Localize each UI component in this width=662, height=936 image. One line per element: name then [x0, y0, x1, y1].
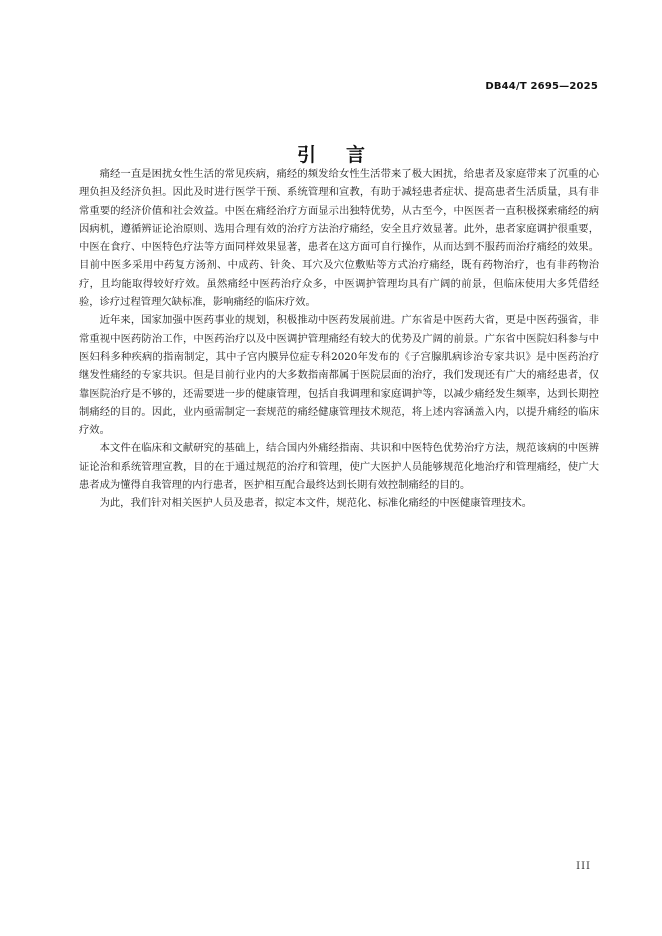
- page-number: III: [576, 861, 591, 872]
- body-text: [79, 165, 599, 513]
- paragraph-4: 为此，我们针对相关医护人员及患者，拟定本文件，规范化、标准化痛经的中医健康管理技术。: [99, 497, 533, 510]
- section-title: 引言: [296, 144, 395, 166]
- paragraph-2: 近年来，国家加强中医药事业的规划，积极推动中医药发展前进。广东省是中医药大省，更是中医药强省，非常重视中医药防治工作，中医药治疗以及中医调护管理痛经有较大的优势及广阔的前景。广东省中医院妇科参与中医妇科多种疾病的指南制定，其中子宫内膜异位症专科2020年发布的《子宫腺肌病诊治专家共识》是中医药治疗继发性痛经的专家共识。但是目前行业内的大多数指南都属于医院层面的治疗，我们发现还有广大的痛经患者，仅靠医院治疗是不够的，还需要进一步的健康管理，包括自我调理和家庭调护等，以减少痛经发生频率，达到长期控制痛经的目的。因此，业内亟需制定一套规范的痛经健康管理技术规范，将上述内容涵盖入内，以提升痛经的临床疗效。: [79, 314, 599, 437]
- paragraph-3: 本文件在临床和文献研究的基础上，结合国内外痛经指南、共识和中医特色优势治疗方法，规范该病的中医辨证论治和系统管理宣教，目的在于通过规范的治疗和管理，使广大医护人员能够规范化地治疗和管理痛经，使广大患者成为懂得自我管理的内行患者，医护相互配合最终达到长期有效控制痛经的目的。: [79, 442, 599, 492]
- standard-code: DB44/T 2695—2025: [485, 81, 598, 92]
- paragraph-1: 痛经一直是困扰女性生活的常见疾病，痛经的频发给女性生活带来了极大困扰，给患者及家庭带来了沉重的心理负担及经济负担。因此及时进行医学干预、系统管理和宣教，有助于减轻患者症状、提高患者生活质量，具有非常重要的经济价值和社会效益。中医在痛经治疗方面显示出独特优势，从古至今，中医医者一直积极探索痛经的病因病机，遵循辨证论治原则、选用合理有效的治疗方法治疗痛经，安全且疗效显著。此外，患者家庭调护很重要，中医在食疗、中医特色疗法等方面同样效果显著，患者在这方面可自行操作，从而达到不服药而治疗痛经的效果。目前中医多采用中药复方汤剂、中成药、针灸、耳穴及穴位敷贴等方式治疗痛经，既有药物治疗，也有非药物治疗，且均能取得较好疗效。虽然痛经中医药治疗众多，中医调护管理均具有广阔的前景，但临床使用大多凭借经验，诊疗过程管理欠缺标准，影响痛经的临床疗效。: [79, 168, 599, 309]
